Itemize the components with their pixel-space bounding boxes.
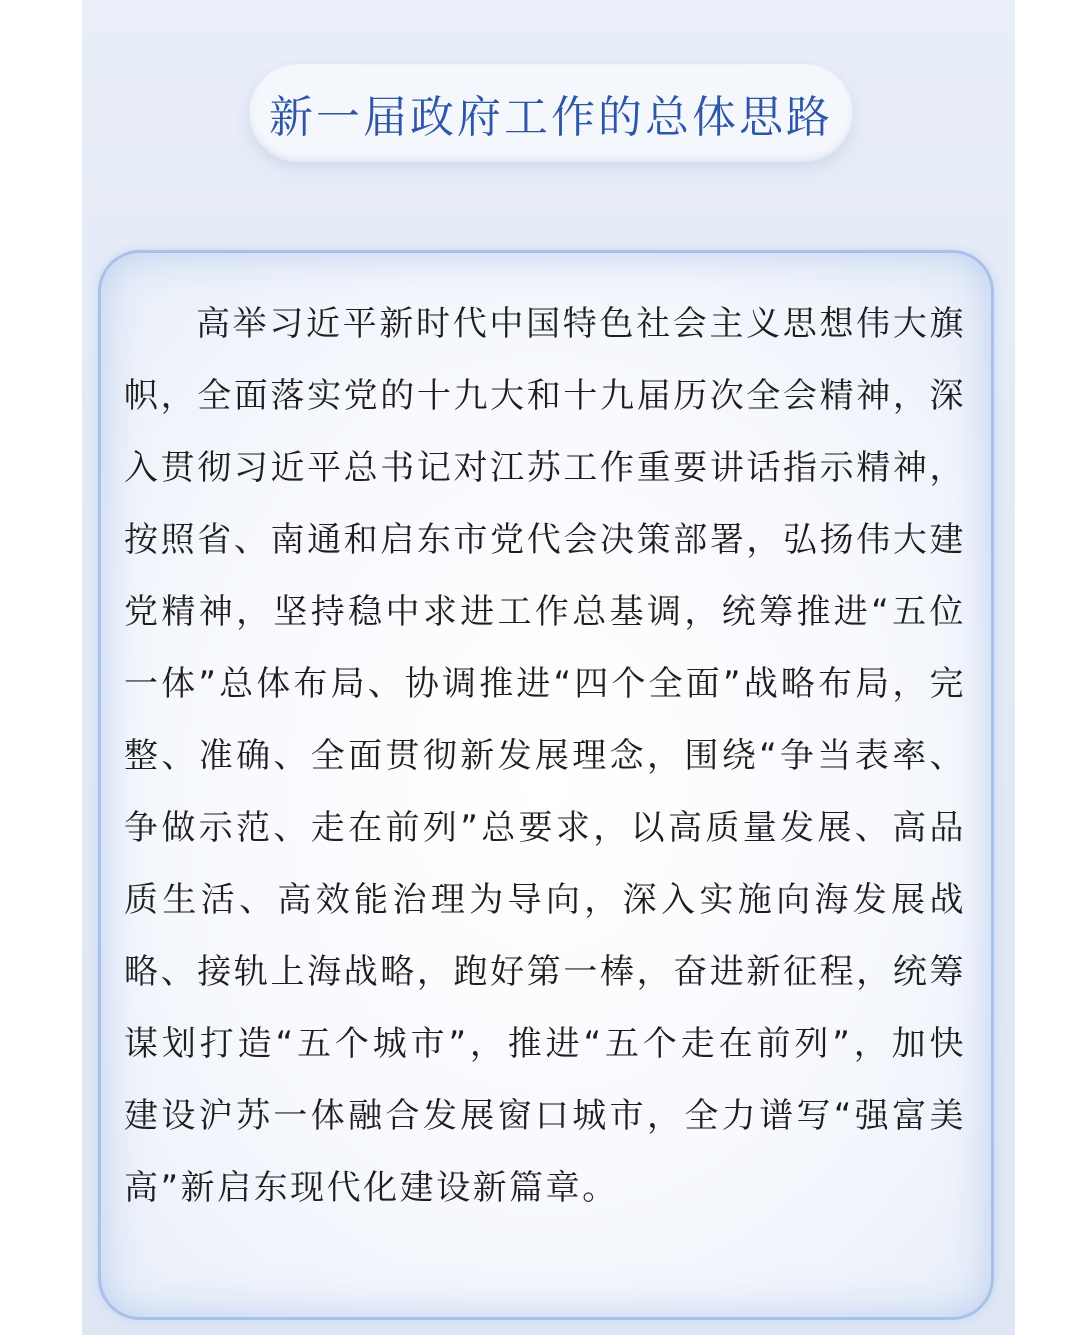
title-pill <box>249 64 853 162</box>
poster <box>82 0 1015 1335</box>
body-paragraph: 高举习近平新时代中国特色社会主义思想伟大旗帜，全面落实党的十九大和十九届历次全会精神，深入贯彻习近平总书记对江苏工作重要讲话指示精神，按照省、南通和启东市党代会决策部署，弘扬伟大建党精神，坚持稳中求进工作总基调，统筹推进“五位一体”总体布局、协调推进“四个全面”战略布局，完整、准确、全面贯彻新发展理念，围绕“争当表率、争做示范、走在前列”总要求，以高质量发展、高品质生活、高效能治理为导向，深入实施向海发展战略、接轨上海战略，跑好第一棒，奋进新征程，统筹谋划打造“五个城市”，推进“五个走在前列”，加快建设沪苏一体融合发展窗口城市，全力谱写“强富美高”新启东现代化建设新篇章。 <box>124 304 966 1208</box>
page-title: 新一届政府工作的总体思路 <box>269 92 833 143</box>
